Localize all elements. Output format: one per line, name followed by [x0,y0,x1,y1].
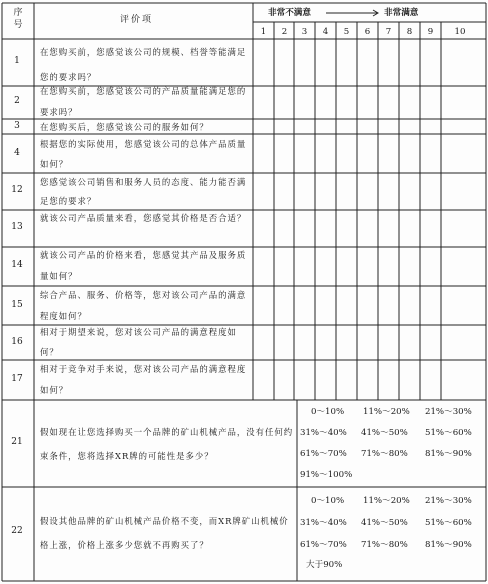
row-number: 15 [11,300,23,310]
score-7: 7 [385,27,392,37]
option-label: 51%～60% [425,518,472,528]
score-8: 8 [406,27,413,37]
option-label: 大于90% [306,560,343,570]
option-label: 71%～80% [361,449,408,459]
row-number: 14 [11,260,23,270]
row-number: 22 [11,526,23,536]
option-label: 51%～60% [425,428,472,438]
option-label: 31%～40% [300,518,347,528]
option-label: 91%～100% [300,470,353,480]
row-number: 21 [11,437,23,447]
row-number: 2 [14,96,20,106]
score-4: 4 [322,27,329,37]
option-label: 41%～50% [361,518,408,528]
question-text: 就该公司产品质量来看，您感觉其价格是否合适？ [40,213,247,223]
row-number: 17 [11,374,23,384]
question-text: 在您购买后，您感觉该公司的服务如何？ [40,122,209,132]
option-label: 21%～30% [425,407,472,417]
row-number: 13 [11,222,23,232]
row-number: 16 [11,337,23,347]
score-6: 6 [364,27,371,37]
option-label: 21%～30% [425,496,472,506]
score-1: 1 [260,27,267,37]
option-label: 61%～70% [300,540,347,550]
option-label: 41%～50% [361,428,408,438]
option-label: 0～10% [311,407,345,417]
row-number: 1 [14,56,20,66]
question-text: 假如现在让您选择购买一个品牌的矿山机械产品，没有任何约束条件，您将选择XR牌的可能性是多少？ [40,427,294,461]
score-9: 9 [427,27,434,37]
row-number: 3 [14,121,20,131]
row-number: 4 [14,148,20,158]
option-label: 61%～70% [300,449,347,459]
question-text: 在您购买前，您感觉该公司的产品质量能满足您的要求吗？ [40,86,247,117]
score-5: 5 [343,27,350,37]
question-text: 在您购买前，您感觉该公司的规模、档誉等能满足您的要求吗？ [40,47,247,82]
right-anchor-label: 非常满意 [384,8,419,18]
score-2: 2 [281,27,288,37]
question-text: 综合产品、服务、价格等，您对该公司产品的满意程度如何？ [40,290,247,321]
option-label: 11%～20% [363,407,410,417]
left-anchor-label: 非常不满意 [268,8,311,18]
item-header: 评价项 [120,15,154,25]
question-text: 您感觉该公司销售和服务人员的态度、能力能否满足您的要求？ [40,177,247,206]
score-3: 3 [301,27,308,37]
option-label: 81%～90% [425,540,472,550]
question-text: 假设其他品牌的矿山机械产品价格不变，而XR牌矿山机械价格上涨，价格上涨多少您就不再购买了？ [40,516,289,550]
option-label: 31%～40% [300,428,347,438]
row-number: 12 [11,185,23,195]
option-label: 71%～80% [361,540,408,550]
question-text: 就该公司产品的价格来看，您感觉其产品及服务质量如何？ [40,250,247,281]
option-label: 0～10% [311,496,345,506]
seq-header: 序号 [13,8,23,30]
score-10: 10 [454,27,466,37]
option-label: 81%～90% [425,449,472,459]
question-text: 相对于竞争对手来说，您对该公司产品的满意程度如何？ [40,364,247,395]
question-text: 根据您的实际使用，您感觉该公司的总体产品质量如何？ [40,139,247,169]
option-label: 11%～20% [363,496,410,506]
question-text: 相对于期望来说，您对该公司产品的满意程度如何？ [40,327,237,357]
